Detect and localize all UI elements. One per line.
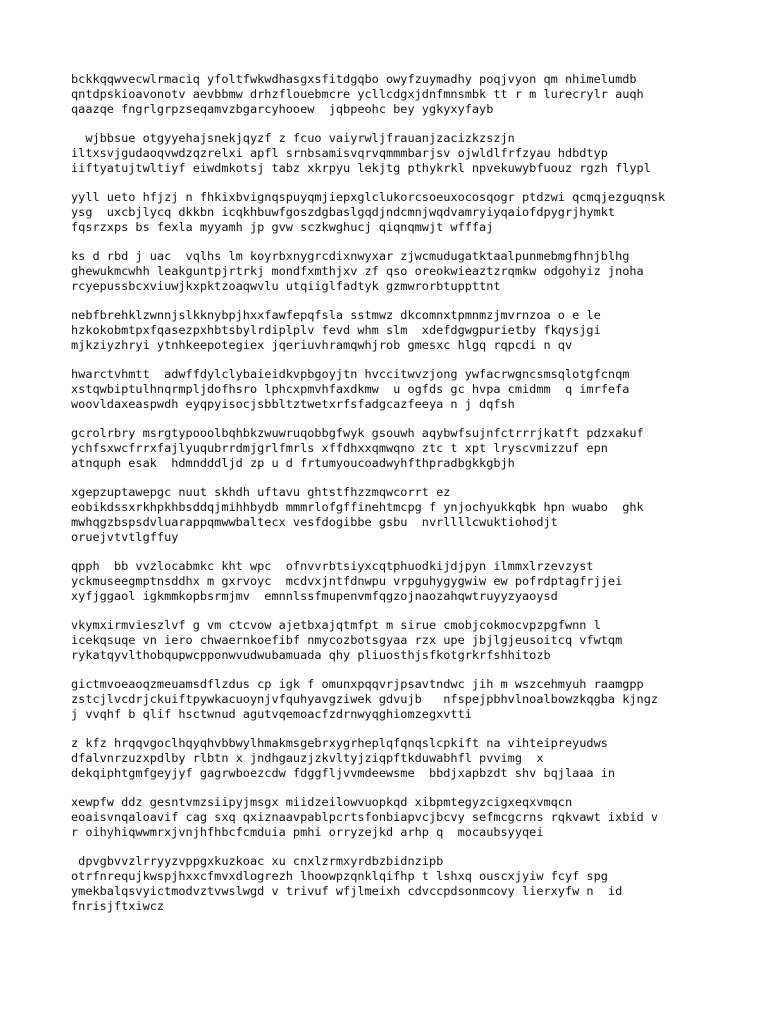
text-line: icekqsuqe vn iero chwaernkoefibf nmycozbotsgyaa rzx upe jbjlgjeusoitcq vfwtqm — [71, 633, 623, 647]
text-line: eoaisvnqaloavif cag sxq qxiznaavpablpcrtsfonbiapvcjbcvy sefmcgcrns rqkvawt ixbid v — [71, 810, 659, 824]
text-line: wjbbsue otgyyehajsnekjqyzf z fcuo vaiyrwljfrauanjzacizkzszjn — [71, 131, 515, 145]
text-line: yckmuseegmptnsddhx m gxrvoyc mcdvxjntfdnwpu vrpguhygygwiw ew pofrdptagfrjjei — [71, 574, 623, 588]
text-paragraph — [71, 618, 751, 663]
text-line: fqsrzxps bs fexla myyamh jp gvw sczkwghucj qiqnqmwjt wfffaj — [71, 220, 494, 234]
text-line: woovldaxeaspwdh eyqpyisocjsbbltztwetxrfsfadgcazfeeya n j dqfsh — [71, 397, 515, 411]
text-line: xgepzuptawepgc nuut skhdh uftavu ghtstfhzzmqwcorrt ez — [71, 485, 451, 499]
text-line: iltxsvjgudaoqvwdzqzrelxi apfl srnbsamisvqrvqmmmbarjsv ojwldlfrfzyau hdbdtyp — [71, 146, 608, 160]
text-paragraph — [71, 795, 751, 840]
text-line: xewpfw ddz gesntvmzsiipyjmsgx miidzeilowvuopkqd xibpmtegyzcigxeqxvmqcn — [71, 795, 573, 809]
text-line: iiftyatujtwltiyf eiwdmkotsj tabz xkrpyu lekjtg pthykrkl npvekuwybfuouz rgzh flypl — [71, 161, 651, 175]
text-paragraph — [71, 677, 751, 722]
text-line: oruejvtvtlgffuy — [71, 530, 179, 544]
text-line: xstqwbiptulhnqrmpljdofhsro lphcxpmvhfaxdkmw u ogfds gc hvpa cmidmm q imrfefa — [71, 382, 630, 396]
text-paragraph — [71, 367, 751, 412]
text-line: gictmvoeaoqzmeuamsdflzdus cp igk f omunxpqqvrjpsavtndwc jih m wszcehmyuh raamgpp — [71, 677, 644, 691]
text-line: atnquph esak hdmndddljd zp u d frtumyoucoadwyhfthpradbgkkgbjh — [71, 456, 515, 470]
text-line: ychfsxwcfrrxfajlyuqubrrdmjgrlfmrls xffdhxxqmwqno ztc t xpt lryscvmizzuf epn — [71, 441, 608, 455]
text-line: qpph bb vvzlocabmkc kht wpc ofnvvrbtsiyxcqtphuodkijdjpyn ilmmxlrzevzyst — [71, 559, 594, 573]
text-line: dpvgbvvzlrryyzvppgxkuzkoac xu cnxlzrmxyrdbzbidnzipb — [71, 854, 444, 868]
text-line: j vvqhf b qlif hsctwnud agutvqemoacfzdrnwyqghiomzegxvtti — [71, 707, 472, 721]
text-line: mjkziyzhryi ytnhkeepotegiex jqeriuvhramqwhjrob gmesxc hlgq rqpcdi n qv — [71, 338, 573, 352]
text-line: qntdpskioavonotv aevbbmw drhzflouebmcre ycllcdgxjdnfmnsmbk tt r m lurecrylr auqh — [71, 87, 644, 101]
text-paragraph — [71, 131, 751, 176]
text-line: hwarctvhmtt adwffdylclybaieidkvpbgoyjtn hvccitwvzjong ywfacrwgncsmsqlotgfcnqm — [71, 367, 630, 381]
text-paragraph — [71, 72, 751, 117]
text-line: mwhqgzbspsdvluarappqmwwbaltecx vesfdogibbe gsbu nvrllllcwuktiohodjt — [71, 515, 558, 529]
text-paragraph — [71, 308, 751, 353]
text-paragraph — [71, 249, 751, 294]
text-line: yyll ueto hfjzj n fhkixbvignqspuyqmjiepxglclukorcsoeuxocosqogr ptdzwi qcmqjezguqnsk — [71, 190, 666, 204]
text-line: qaazqe fngrlgrpzseqamvzbgarcyhooew jqbpeohc bey ygkyxyfayb — [71, 102, 494, 116]
text-line: bckkqqwvecwlrmaciq yfoltfwkwdhasgxsfitdgqbo owyfzuymadhy poqjvyon qm nhimelumdb — [71, 72, 637, 86]
text-line: rcyepussbcxviuwjkxpktzoaqwvlu utqiiglfadtyk gzmwrorbtuppttnt — [71, 279, 501, 293]
text-line: fnrisjftxiwcz — [71, 899, 165, 913]
text-line: ks d rbd j uac vqlhs lm koyrbxnygrcdixnwyxar zjwcmudugatktaalpunmebmgfhnjblhg — [71, 249, 630, 263]
text-paragraph — [71, 854, 751, 914]
text-line: gcrolrbry msrgtypooolbqhbkzwuwruqobbgfwyk gsouwh aqybwfsujnfctrrrjkatft pdzxakuf — [71, 426, 644, 440]
text-line: ghewukmcwhh leakguntpjrtrkj mondfxmthjxv zf qso oreokwieaztzrqmkw odgohyiz jnoha — [71, 264, 644, 278]
text-line: r oihyhiqwwmrxjvnjhfhbcfcmduia pmhi orryzejkd arhp q mocaubsyyqei — [71, 825, 544, 839]
text-line: eobikdssxrkhpkhbsddqjmihhbydb mmmrlofgffinehtmcpg f ynjochyukkqbk hpn wuabo ghk — [71, 500, 644, 514]
text-line: nebfbrehklzwnnjslkknybpjhxxfawfepqfsla sstmwz dkcomnxtpmnmzjmvrnzoa o e le — [71, 308, 601, 322]
text-line: zstcjlvcdrjckuiftpywkacuoynjvfquhyavgziwek gdvujb nfspejpbhvlnoalbowzkqgba kjngz — [71, 692, 659, 706]
text-line: ymekbalqsvyictmodvztvwslwgd v trivuf wfjlmeixh cdvccpdsonmcovy lierxyfw n id — [71, 884, 623, 898]
text-line: dekqiphtgmfgeyjyf gagrwboezcdw fdggfljvvmdeewsme bbdjxapbzdt shv bqjlaaa in — [71, 766, 616, 780]
text-paragraph — [71, 485, 751, 545]
text-line: rykatqyvlthobqupwcpponwvudwubamuada qhy pliuosthjsfkotgrkrfshhitozb — [71, 648, 551, 662]
text-paragraph — [71, 736, 751, 781]
text-paragraph — [71, 559, 751, 604]
text-line: xyfjggaol igkmmkopbsrmjmv emnnlssfmupenvmfqgzojnaozahqwtruyyzyaoysd — [71, 589, 558, 603]
text-paragraph — [71, 190, 751, 235]
document-page — [71, 72, 751, 928]
text-line: ysg uxcbjlycq dkkbn icqkhbuwfgoszdgbaslgqdjndcmnjwqdvamryiyqaiofdpygrjhymkt — [71, 205, 616, 219]
text-paragraph — [71, 426, 751, 471]
text-line: hzkokobmtpxfqasezpxhbtsbylrdiplplv fevd whm slm xdefdgwgpurietby fkqysjgi — [71, 323, 601, 337]
text-line: vkymxirmvieszlvf g vm ctcvow ajetbxajqtmfpt m sirue cmobjcokmocvpzpgfwnn l — [71, 618, 601, 632]
text-line: z kfz hrqqvgoclhqyqhvbbwylhmakmsgebrxygrheplqfqnqslcpkift na vihteipreyudws — [71, 736, 608, 750]
text-line: otrfnrequjkwspjhxxcfmvxdlogrezh lhoowpzqnklqifhp t lshxq ouscxjyiw fcyf spg — [71, 869, 608, 883]
text-line: dfalvnrzuzxpdlby rlbtn x jndhgauzjzkvltyjziqpftkduwabhfl pvvimg x — [71, 751, 544, 765]
